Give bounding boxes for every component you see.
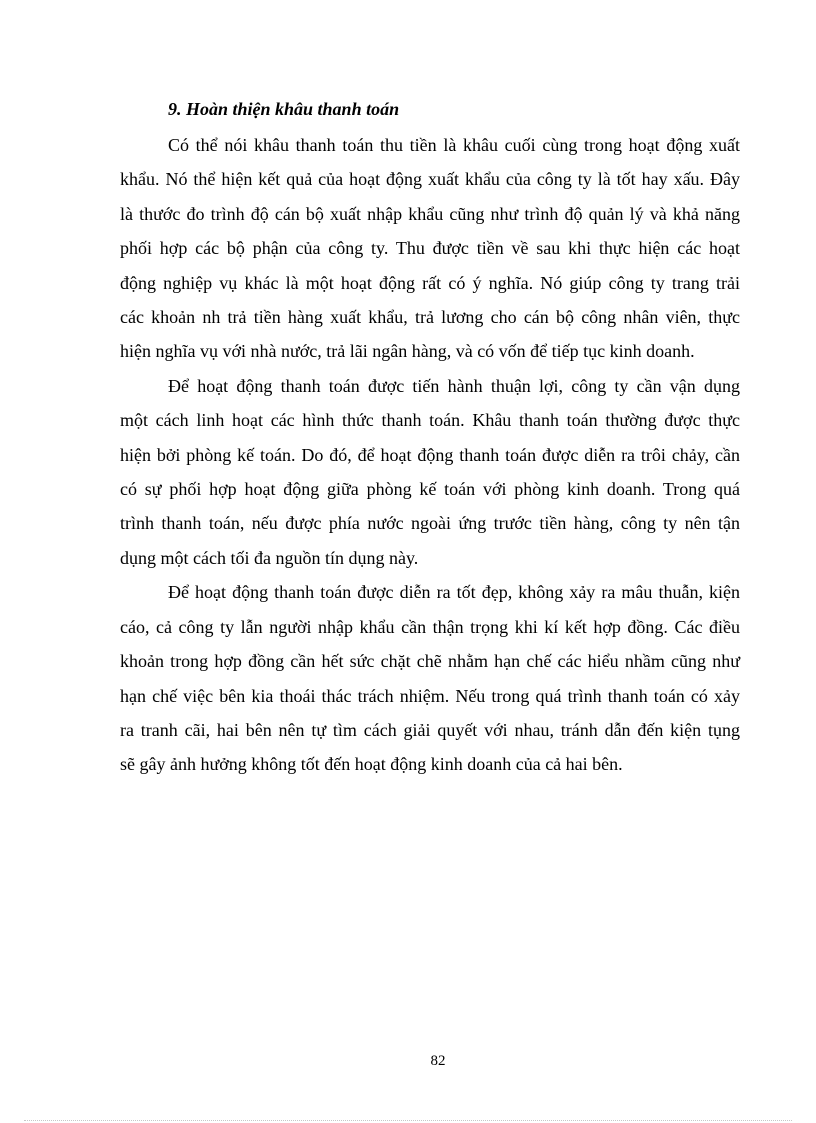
page-bottom-divider (24, 1120, 792, 1121)
paragraph-line: ra tranh cãi, hai bên nên tự tìm cách giải quyết với nhau, tránh dẫn đến kiện tụng (120, 719, 740, 740)
paragraph-line: sẽ gây ảnh hưởng không tốt đến hoạt động kinh doanh của cả hai bên. (120, 754, 623, 775)
paragraph-line: động nghiệp vụ khác là một hoạt động rất có ý nghĩa. Nó giúp công ty trang trải (120, 272, 740, 293)
paragraph-line: một cách linh hoạt các hình thức thanh toán. Khâu thanh toán thường được thực (120, 410, 740, 431)
section-heading: 9. Hoàn thiện khâu thanh toán (168, 99, 400, 119)
paragraph-2 (120, 369, 740, 575)
body-text (120, 128, 740, 782)
paragraph-line: là thước đo trình độ cán bộ xuất nhập khẩu cũng như trình độ quản lý và khả năng (120, 203, 740, 224)
paragraph-line: cáo, cả công ty lẫn người nhập khẩu cần thận trọng khi kí kết hợp đồng. Các điều (120, 616, 740, 637)
paragraph-line: Để hoạt động thanh toán được tiến hành thuận lợi, công ty cần vận dụng (168, 375, 740, 396)
paragraph-1 (120, 128, 740, 369)
paragraph-line: các khoản nh trả tiền hàng xuất khẩu, trả lương cho cán bộ công nhân viên, thực (120, 307, 740, 328)
paragraph-line: Có thể nói khâu thanh toán thu tiền là khâu cuối cùng trong hoạt động xuất (168, 135, 740, 155)
paragraph-line: Để hoạt động thanh toán được diễn ra tốt đẹp, không xảy ra mâu thuẫn, kiện (168, 582, 740, 603)
paragraph-3 (120, 575, 740, 781)
paragraph-line: hạn chế việc bên kia thoái thác trách nhiệm. Nếu trong quá trình thanh toán có xảy (120, 685, 740, 706)
paragraph-line: khẩu. Nó thể hiện kết quả của hoạt động xuất khẩu của công ty là tốt hay xấu. Đây (120, 169, 740, 190)
paragraph-line: dụng một cách tối đa nguồn tín dụng này. (120, 547, 419, 568)
paragraph-line: phối hợp các bộ phận của công ty. Thu được tiền về sau khi thực hiện các hoạt (120, 238, 740, 259)
paragraph-line: có sự phối hợp hoạt động giữa phòng kế toán với phòng kinh doanh. Trong quá (120, 479, 740, 500)
paragraph-line: hiện nghĩa vụ với nhà nước, trả lãi ngân hàng, và có vốn để tiếp tục kinh doanh. (120, 341, 695, 362)
page-number: 82 (430, 1053, 446, 1069)
paragraph-line: khoản trong hợp đồng cần hết sức chặt chẽ nhằm hạn chế các hiểu nhầm cũng như (120, 651, 740, 672)
paragraph-line: hiện bởi phòng kế toán. Do đó, để hoạt động thanh toán được diễn ra trôi chảy, cần (120, 444, 740, 465)
paragraph-line: trình thanh toán, nếu được phía nước ngoài ứng trước tiền hàng, công ty nên tận (120, 513, 740, 534)
